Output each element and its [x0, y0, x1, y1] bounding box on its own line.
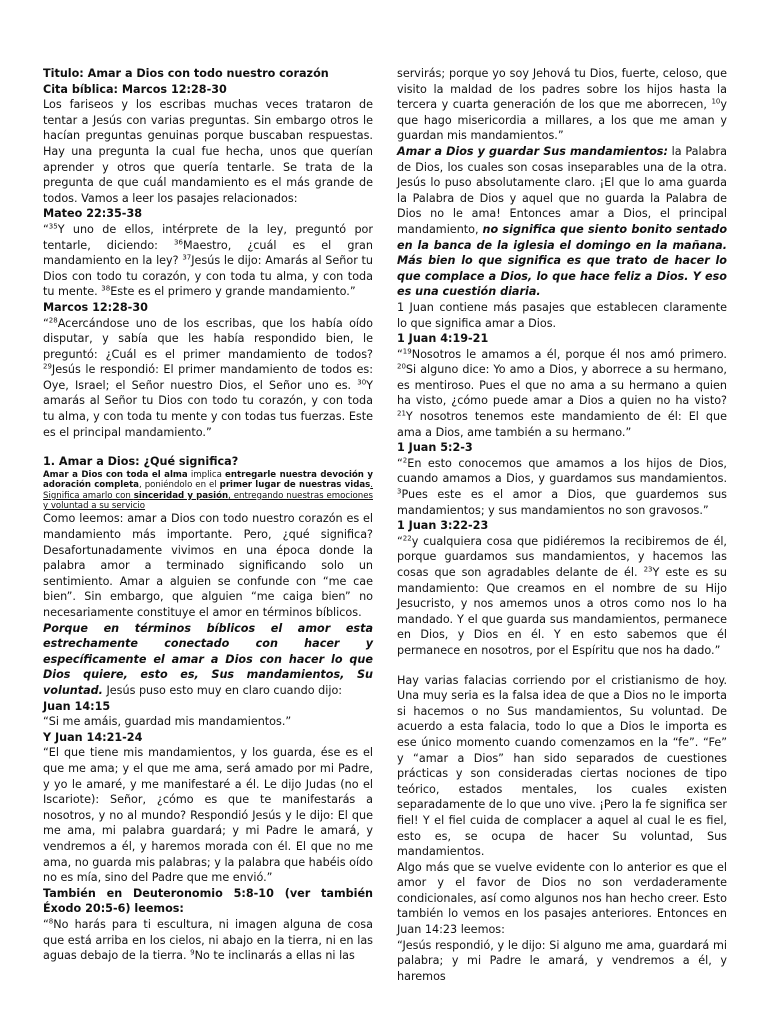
- amar-guardar-paragraph: [397, 144, 727, 300]
- verse-text: No te inclinarás a ellas ni las: [194, 949, 355, 963]
- verse-number: 22: [402, 534, 412, 543]
- verse-text: Jesús le respondió: El primer mandamiento de todos es: Oye, Israel; el Señor nuestro Dios, el Señor uno es.: [43, 363, 373, 392]
- spacer: [397, 659, 727, 673]
- verse-number: 29: [43, 362, 52, 371]
- verse-number: 36: [174, 237, 183, 246]
- 1juan52-passage: “$^2$En esto conocemos que amamos a los hijos de Dios, cuando amamos a Dios, y guardamos sus mandamientos. $^3$Pues este es el amor a Dios, que guardemos sus mandamientos; y sus mandamientos no son gravosos.”: [397, 456, 727, 517]
- amar-guardar-heading: Amar a Dios y guardar Sus mandamientos:: [397, 144, 668, 158]
- juan1423-passage: “Jesús respondió, y le dijo: Si alguno me ama, guardará mi palabra; y mi Padre le amará, y vendremos a él, y haremos: [397, 938, 727, 983]
- juan1415-passage: “Si me amáis, guardad mis mandamientos.”: [43, 715, 292, 729]
- verse-number: 35: [48, 222, 58, 231]
- emphasis-text: Porque en términos bíblicos el amor esta estrechamente conectado con hacer y específicamente el amar a Dios con hacer lo que Dios quiere, esto es, Sus mandamientos, Su voluntad.: [43, 621, 373, 697]
- mateo-passage: “$^{35}$Y uno de ellos, intérprete de la ley, preguntó por tentarle, diciendo: $^{36}$Maestro, ¿cuál es el gran mandamiento en la ley? $^{37}$Jesús le dijo: Amarás al Señor tu Dios con todo tu corazón, y con toda tu alma, y con toda tu mente. $^{38}$Este es el primero y grande mandamiento.”: [43, 222, 373, 299]
- verse-text: Pues este es el amor a Dios, que guardemos sus mandamientos; y sus mandamientos no son gravosos.”: [397, 488, 727, 517]
- marcos-reference: Marcos 12:28-30: [43, 300, 148, 314]
- deuteronomio-continued: [397, 66, 727, 144]
- falacias-paragraph: Hay varias falacias corriendo por el cristianismo de hoy. Una muy seria es la falsa idea de que a Dios no le importa si hacemos o no Sus mandamientos, Su voluntad. De acuerdo a esta falacia, todo lo que a Dios le importa es ese único momento cuando comenzamos en la “fe”. “Fe” y “amar a Dios” han sido separados de cuestiones prácticas y son consideradas ciertas nociones de tipo teórico, estados mentales, los cuales existen separadamente de lo que uno vive. ¡Pero la fe significa ser fiel! Y el fiel cuida de complacer a aquel al cual le es fiel, esto es, se ocupa de hacer Su voluntad, Sus mandamientos.: [397, 673, 727, 859]
- juan1421-passage: “El que tiene mis mandamientos, y los guarda, ése es el que me ama; y el que me ama, será amado por mi Padre, y yo le amaré, y me manifestaré a él. Le dijo Judas (no el Iscariote): Señor, ¿cómo es que te manifestarás a nosotros, y no al mundo? Respondió Jesús y le dijo: El que me ama, mi palabra guardará; y mi Padre le amará, y vendremos a él, y haremos morada con él. El que no me ama, no guarda mis palabras; y la palabra que habéis oído no es mía, sino del Padre que me envió.”: [43, 746, 373, 885]
- 1juan322-reference: 1 Juan 3:22-23: [397, 519, 489, 533]
- juan-intro: 1 Juan contiene más pasajes que establecen claramente lo que significa amar a Dios.: [397, 300, 727, 330]
- verse-text: Y uno de ellos, intérprete de la ley, preguntó por tentarle, diciendo:: [43, 222, 373, 252]
- verse-text: servirás; porque yo soy Jehová tu Dios, fuerte, celoso, que visito la maldad de los padres sobre los hijos hasta la tercera y cuarta generación de los que me aborrecen,: [397, 67, 727, 112]
- deuteronomio-reference: También en Deuteronomio 5:8-10 (ver también Éxodo 20:5-6) leemos:: [43, 886, 373, 916]
- emphasis-tail: Jesús puso esto muy en claro cuando dijo:: [102, 684, 343, 697]
- verse-number: 2: [402, 456, 408, 465]
- verse-number: 19: [402, 346, 412, 355]
- cita-biblica: Cita bíblica: Marcos 12:28-30: [43, 82, 227, 96]
- marcos-passage: “$^{28}$Acercándose uno de los escribas, que los había oído disputar, y sabía que les había respondido bien, le preguntó: ¿Cuál es el primer mandamiento de todos? $^{29}$Jesús le respondió: El primer mandamiento de todos es: Oye, Israel; el Señor nuestro Dios, el Señor uno es. $^{30}$Y amarás al Señor tu Dios con todo tu corazón, y con toda tu alma, y con toda tu mente y con todas tus fuerzas. Este es el principal mandamiento.”: [43, 315, 373, 439]
- emphasis-paragraph: [43, 621, 373, 699]
- como-leemos-paragraph: Como leemos: amar a Dios con todo nuestro corazón es el mandamiento más importante. Pero, ¿qué significa? Desafortunadamente vivimos en una época donde la palabra amor a terminado significando solo un sentimiento. Amar a alguien se confunde con “me cae bien”. Sin embargo, que alguien “me caiga bien” no necesariamente constituye el amor en términos bíblicos.: [43, 512, 373, 620]
- spacer: [43, 440, 373, 454]
- 1juan322-passage: “$^{22}$y cualquiera cosa que pidiéremos la recibiremos de él, porque guardamos sus mandamientos, y hacemos las cosas que son agradables delante de él. $^{23}$Y este es su mandamiento: Que creamos en el nombre de su Hijo Jesucristo, y nos amemos unos a otros como nos lo ha mandado. Y el que guarda sus mandamientos, permanece en Dios, y Dios en él. Y en esto sabemos que él permanece en nosotros, por el Espíritu que nos ha dado.”: [397, 534, 727, 657]
- verse-number: 38: [101, 284, 111, 293]
- verse-number: 30: [357, 378, 367, 387]
- verse-number: 28: [48, 315, 58, 324]
- 1juan419-reference: 1 Juan 4:19-21: [397, 332, 489, 346]
- 1juan52-reference: 1 Juan 5:2-3: [397, 441, 473, 455]
- verse-text: Maestro, ¿cuál es el gran mandamiento en la ley?: [43, 238, 373, 268]
- definition-note: [43, 470, 373, 512]
- verse-text: No harás para ti escultura, ni imagen alguna de cosa que está arriba en los cielos, ni abajo en la tierra, ni en las aguas debajo de la tierra.: [43, 917, 373, 963]
- verse-text: Este es el primero y grande mandamiento.”: [110, 285, 356, 299]
- def-bold-underline: sinceridad y pasión: [133, 490, 229, 501]
- deuteronomio-passage: “$^8$No harás para ti escultura, ni imagen alguna de cosa que está arriba en los cielos, ni abajo en la tierra, ni en las aguas debajo de la tierra. $^9$No te inclinarás a ellas ni las: [43, 917, 373, 963]
- verse-text: Jesús le dijo: Amarás al Señor tu Dios con todo tu corazón, y con toda tu alma, y con toda tu mente.: [43, 254, 373, 299]
- def-underline: , entregando nuestras emociones y voluntad a su servicio: [43, 490, 373, 512]
- verse-number: 37: [182, 253, 192, 262]
- def-bold: Amar a Dios con toda el alma: [43, 469, 188, 480]
- juan1421-reference: Y Juan 14:21-24: [43, 730, 143, 744]
- amar-guardar-emphasis: no significa que siento bonito sentado en la banca de la iglesia el domingo en la mañana. Más bien lo que significa es que trato de hacer lo que complace a Dios, lo que hace feliz a Dios. Y eso es una cuestión diaria.: [397, 222, 728, 299]
- intro-paragraph: Los fariseos y los escribas muchas veces trataron de tentar a Jesús con varias preguntas. Sin embargo otros le hacían preguntas genuinas porque buscaban respuestas. Hay una pregunta la cual fue hecha, unos que querían aprender y otros que quería tentarle. Se trata de la pregunta de que cuál mandamiento es el más grande de todos. Vamos a leer los pasajes relacionados:: [43, 98, 373, 205]
- 1juan419-passage: “$^{19}$Nosotros le amamos a él, porque él nos amó primero. $^{20}$Si alguno dice: Yo amo a Dios, y aborrece a su hermano, es mentiroso. Pues el que no ama a su hermano a quien ha visto, ¿cómo puede amar a Dios a quien no ha visto? $^{21}$Y nosotros tenemos este mandamiento de él: El que ama a Dios, ame también a su hermano.”: [397, 346, 727, 439]
- document-title: Titulo: Amar a Dios con todo nuestro corazón: [43, 67, 329, 80]
- juan1415-reference: Juan 14:15: [43, 699, 111, 713]
- verse-number: 9: [190, 948, 195, 957]
- amar-guardar-text: la Palabra de Dios, los cuales son cosas inseparables una de la otra. Jesús lo puso absolutamente claro. ¡El que lo ama guarda la Palabra de Dios y aquel que no guarda la Palabra de Dios no le ama! Entonces amar a Dios, el principal mandamiento,: [397, 144, 727, 236]
- mateo-reference: Mateo 22:35-38: [43, 207, 143, 221]
- def-text: implica: [187, 469, 226, 480]
- left-column: [43, 66, 373, 964]
- verse-text: y cualquiera cosa que pidiéremos la recibiremos de él, porque guardamos sus mandamientos, y hacemos las cosas que son agradables delante de él.: [397, 534, 727, 579]
- verse-number: 3: [397, 487, 402, 496]
- verse-text: Acercándose uno de los escribas, que los había oído disputar, y sabía que les había respondido bien, le preguntó: ¿Cuál es el primer mandamiento de todos?: [43, 316, 373, 361]
- verse-text: Nosotros le amamos a él, porque él nos amó primero.: [411, 347, 727, 361]
- def-bold: primer lugar de nuestras vidas: [219, 480, 371, 491]
- def-underline: . Significa amarlo con: [43, 480, 373, 501]
- verse-text: En esto conocemos que amamos a los hijos de Dios, cuando amamos a Dios, y guardamos sus mandamientos.: [397, 456, 727, 486]
- def-bold: entregarle nuestra devoción y adoración completa: [43, 469, 373, 491]
- verse-text: y que hago misericordia a millares, a los que me aman y guardan mis mandamientos.”: [397, 98, 727, 143]
- def-text: , poniéndolo en el: [138, 480, 220, 491]
- verse-number: 21: [397, 409, 406, 418]
- verse-text: Si alguno dice: Yo amo a Dios, y aborrece a su hermano, es mentiroso. Pues el que no ama a su hermano a quien ha visto, ¿cómo puede amar a Dios a quien no ha visto?: [397, 363, 727, 408]
- verse-number: 10: [711, 97, 721, 106]
- verse-number: 8: [48, 917, 54, 926]
- verse-text: Y amarás al Señor tu Dios con todo tu corazón, y con toda tu alma, y con toda tu mente y con todas tus fuerzas. Este es el principal mandamiento.”: [43, 378, 373, 439]
- algo-mas-paragraph: Algo más que se vuelve evidente con lo anterior es que el amor y el favor de Dios no son verdaderamente condicionales, así como algunos nos han hecho creer. Esto también lo vemos en los pasajes anteriores. Entonces en Juan 14:23 leemos:: [397, 860, 727, 937]
- section-heading-1: 1. Amar a Dios: ¿Qué significa?: [43, 455, 239, 469]
- verse-number: 20: [397, 362, 406, 371]
- right-column: [397, 66, 727, 984]
- verse-text: Y este es su mandamiento: Que creamos en el nombre de su Hijo Jesucristo, y nos amemos unos a otros como nos lo ha mandado. Y el que guarda sus mandamientos, permanece en Dios, y Dios en él. Y en esto sabemos que él permanece en nosotros, por el Espíritu que nos ha dado.”: [397, 566, 727, 657]
- verse-number: 23: [643, 565, 653, 574]
- verse-text: Y nosotros tenemos este mandamiento de él: El que ama a Dios, ame también a su hermano.”: [397, 410, 727, 439]
